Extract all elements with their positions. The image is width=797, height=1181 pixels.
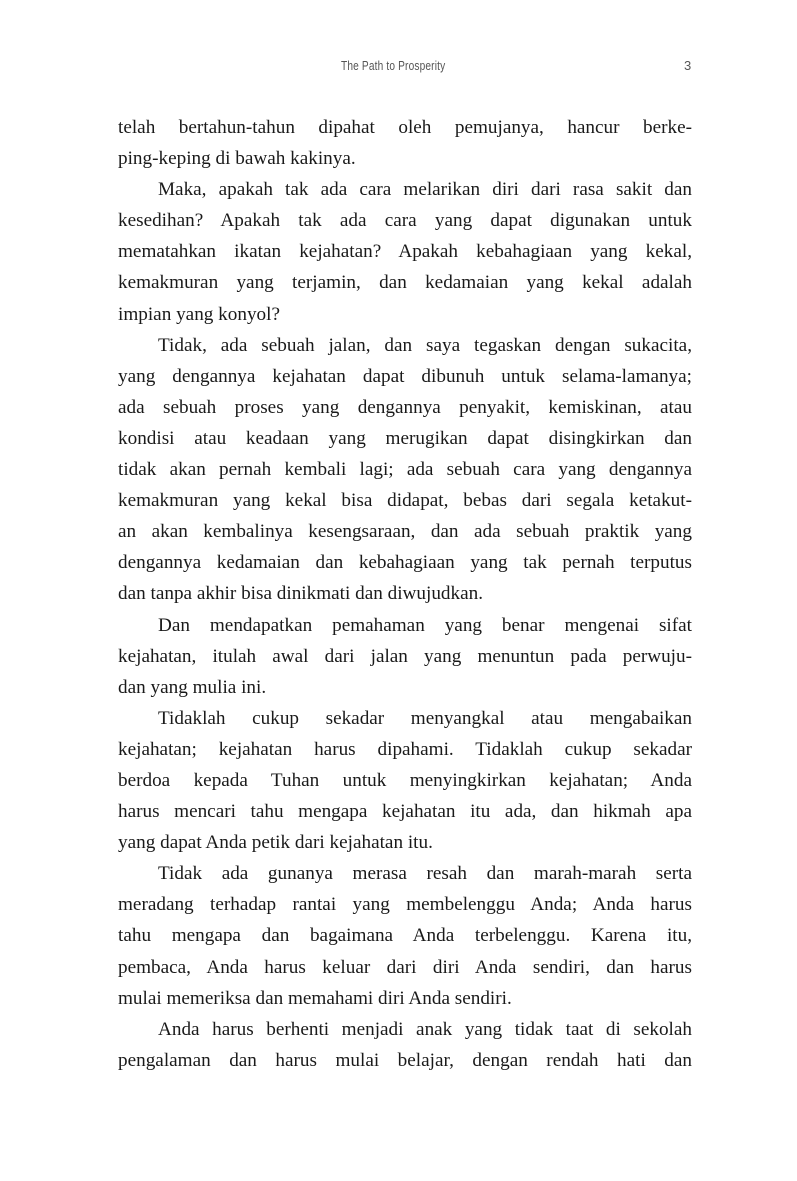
body-text — [118, 112, 692, 1076]
text-line: kejahatan, itulah awal dari jalan yang menuntun pada perwuju- — [118, 645, 692, 667]
text-line: ada sebuah proses yang dengannya penyakit, kemiskinan, atau — [118, 396, 692, 418]
text-line: Tidaklah cukup sekadar menyangkal atau mengabaikan — [158, 707, 692, 729]
text-line: tidak akan pernah kembali lagi; ada sebuah cara yang dengannya — [118, 459, 692, 481]
text-line: dan tanpa akhir bisa dinikmati dan diwujudkan. — [118, 583, 484, 605]
text-line: mematahkan ikatan kejahatan? Apakah kebahagiaan yang kekal, — [118, 241, 692, 263]
text-line: Dan mendapatkan pemahaman yang benar mengenai sifat — [158, 614, 692, 636]
text-line: Anda harus berhenti menjadi anak yang tidak taat di sekolah — [158, 1018, 692, 1040]
text-line: yang dapat Anda petik dari kejahatan itu. — [118, 832, 433, 854]
paragraph — [118, 1014, 692, 1076]
text-line: meradang terhadap rantai yang membelenggu Anda; Anda harus — [118, 894, 692, 916]
text-line: impian yang konyol? — [118, 303, 280, 325]
text-line: ping-keping di bawah kakinya. — [118, 148, 356, 170]
text-line: berdoa kepada Tuhan untuk menyingkirkan kejahatan; Anda — [118, 769, 692, 791]
text-line: Maka, apakah tak ada cara melarikan diri dari rasa sakit dan — [158, 179, 692, 201]
text-line: mulai memeriksa dan memahami diri Anda sendiri. — [118, 987, 512, 1009]
paragraph — [118, 703, 692, 858]
running-head — [0, 58, 797, 78]
paragraph — [118, 858, 692, 1013]
text-line: kemakmuran yang terjamin, dan kedamaian yang kekal adalah — [118, 272, 692, 294]
paragraph — [118, 330, 692, 610]
text-line: kesedihan? Apakah tak ada cara yang dapat digunakan untuk — [118, 210, 692, 232]
text-line: Tidak ada gunanya merasa resah dan marah-marah serta — [158, 863, 692, 885]
text-line: tahu mengapa dan bagaimana Anda terbelenggu. Karena itu, — [118, 925, 692, 947]
text-line: an akan kembalinya kesengsaraan, dan ada sebuah praktik yang — [118, 521, 692, 543]
text-line: yang dengannya kejahatan dapat dibunuh untuk selama-lamanya; — [118, 365, 692, 387]
text-line: dan yang mulia ini. — [118, 676, 267, 698]
running-title: The Path to Prosperity — [341, 58, 446, 73]
text-line: kejahatan; kejahatan harus dipahami. Tidaklah cukup sekadar — [118, 738, 692, 760]
text-line: telah bertahun-tahun dipahat oleh pemujanya, hancur berke- — [118, 117, 692, 138]
text-line: pengalaman dan harus mulai belajar, dengan rendah hati dan — [118, 1049, 692, 1071]
text-line: kemakmuran yang kekal bisa didapat, bebas dari segala ketakut- — [118, 490, 692, 512]
paragraph — [118, 174, 692, 329]
text-line: kondisi atau keadaan yang merugikan dapat disingkirkan dan — [118, 427, 692, 449]
paragraph — [118, 610, 692, 703]
text-line: dengannya kedamaian dan kebahagiaan yang tak pernah terputus — [118, 552, 692, 574]
paragraph — [118, 112, 692, 174]
page-number: 3 — [684, 58, 692, 73]
text-line: harus mencari tahu mengapa kejahatan itu ada, dan hikmah apa — [118, 801, 692, 823]
text-line: Tidak, ada sebuah jalan, dan saya tegaskan dengan sukacita, — [158, 334, 692, 356]
text-line: pembaca, Anda harus keluar dari diri Anda sendiri, dan harus — [118, 956, 692, 978]
